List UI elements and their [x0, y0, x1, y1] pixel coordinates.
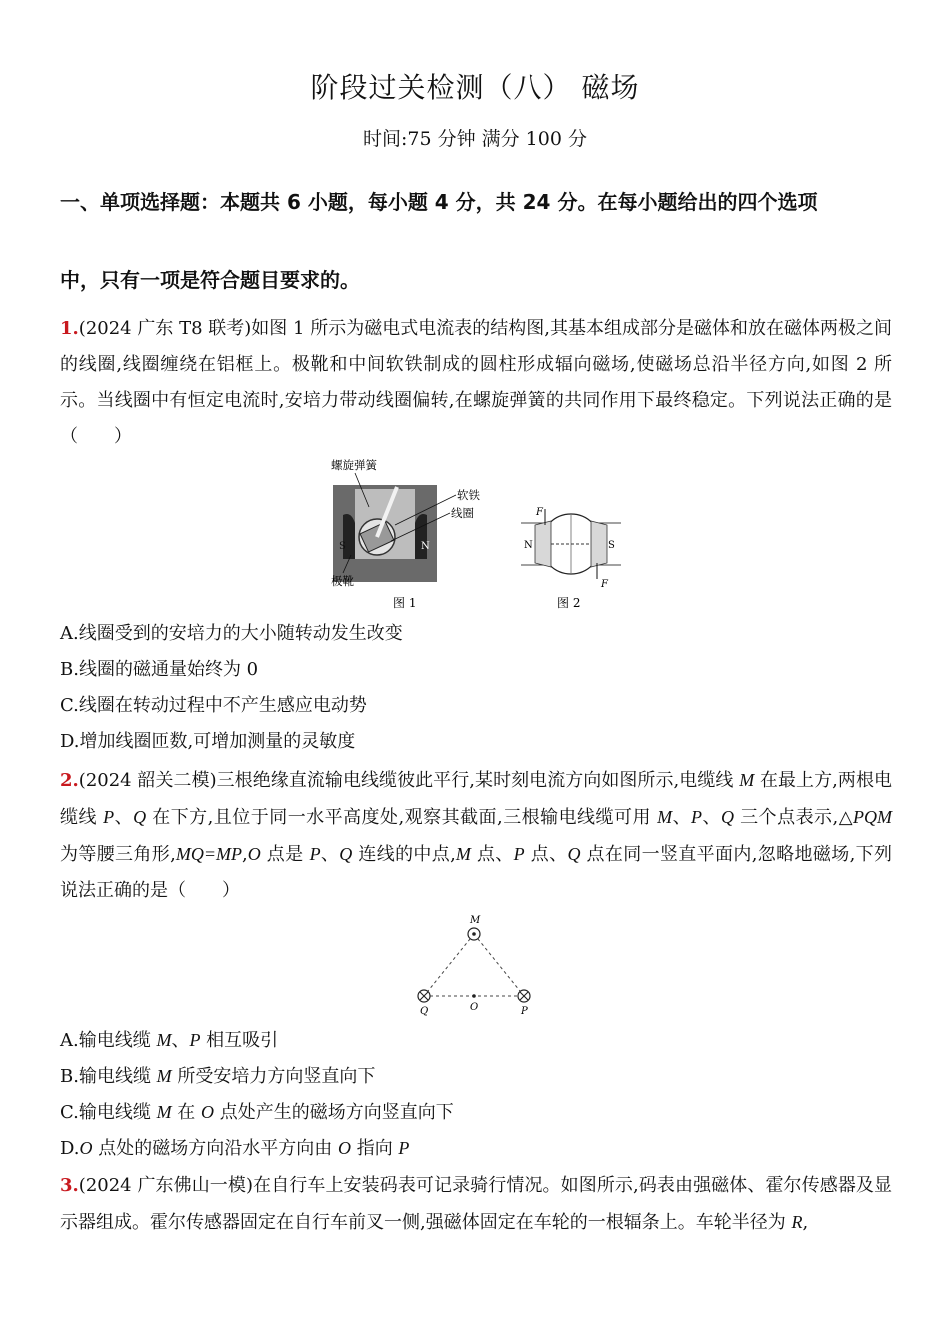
option-b: B.输电线缆 M 所受安培力方向竖直向下: [60, 1066, 376, 1087]
stem-part: 为等腰三角形,: [60, 844, 176, 865]
stem-part: ,: [802, 1212, 809, 1233]
var-q: Q: [720, 807, 734, 827]
right-pole-shoe: [591, 521, 607, 567]
var-p: P: [103, 807, 115, 827]
equation: MQ=MP: [175, 844, 242, 864]
stem-part: 点、: [470, 844, 514, 865]
stem-part: 点在同一竖直平面内,忽略地磁场,下列说法正确的是（ ）: [60, 844, 892, 901]
label-p: P: [521, 1006, 528, 1016]
stem-part: 、: [320, 844, 340, 865]
pole-shoe-right: [415, 514, 427, 559]
pole-shoe-left: [343, 514, 355, 559]
option-a: A.输电线缆 M、P 相互吸引: [60, 1030, 279, 1051]
label-m: M: [470, 915, 481, 926]
option-c: C.输电线缆 M 在 O 点处产生的磁场方向竖直向下: [60, 1102, 454, 1123]
option-a: A.线圈受到的安培力的大小随转动发生改变: [60, 623, 403, 644]
label-pole: 极靴: [331, 574, 354, 588]
question-stem: (2024 广东 T8 联考)如图 1 所示为磁电式电流表的结构图,其基本组成部分是磁体和放在磁体两极之间的线圈,线圈缠绕在铝框上。极靴和中间软铁制成的圆柱形成辐向磁场,使磁场总沿半径方向,如图 2 所示。当线圈中有恒定电流时,安培力带动线圈偏转,在螺旋弹簧的共同作用下最终稳定。下列说法正确的是（ ）: [60, 318, 892, 447]
section-heading-line2: 中，只有一项是符合题目要求的。: [60, 268, 360, 292]
stem-part: 在最上方,两根电缆线: [60, 770, 892, 828]
current-out-dot: [472, 932, 476, 936]
stem-part: 点是: [260, 844, 310, 865]
question-3-text: [60, 1168, 892, 1241]
var-p: P: [691, 807, 703, 827]
stem-part: 、: [702, 807, 721, 828]
var-p: P: [513, 844, 525, 864]
option-c: C.线圈在转动过程中不产生感应电动势: [60, 695, 367, 716]
force-top-label: F: [536, 507, 543, 518]
var-q: Q: [339, 844, 353, 864]
n-label: N: [421, 541, 430, 552]
page-title: 阶段过关检测（八） 磁场: [310, 71, 640, 104]
label-iron: 软铁: [457, 488, 480, 502]
stem-part: 连线的中点,: [352, 844, 456, 865]
question-2-text: [60, 762, 892, 909]
side-mp: [474, 934, 524, 996]
var-m: M: [739, 770, 755, 790]
label-o: O: [470, 1002, 479, 1013]
var-m: M: [657, 807, 673, 827]
option-b: B.线圈的磁通量始终为 0: [60, 659, 259, 680]
option-d: D.O 点处的磁场方向沿水平方向由 O 指向 P: [60, 1138, 410, 1159]
var-pqm: PQM: [853, 807, 892, 827]
caption-fig2: 图 2: [557, 596, 581, 610]
caption-fig1: 图 1: [393, 596, 417, 610]
question-number: 3.: [60, 1175, 79, 1196]
stem-part: 在下方,且位于同一水平高度处,观察其截面,三根输电线缆可用: [146, 807, 658, 828]
label-coil: 线圈: [451, 506, 474, 520]
question-stem: (2024 广东佛山一模)在自行车上安装码表可记录骑行情况。如图所示,码表由强磁体、霍尔传感器及显示器组成。霍尔传感器固定在自行车前叉一侧,强磁体固定在车轮的一根辐条上。车轮半径为: [60, 1175, 892, 1233]
figure-cables: [400, 908, 550, 1016]
var-q: Q: [133, 807, 147, 827]
left-pole-shoe: [535, 521, 551, 567]
s-pole-label: S: [608, 540, 615, 551]
force-bottom-label: F: [601, 579, 608, 590]
question-1-text: [60, 311, 892, 455]
side-mq: [424, 934, 474, 996]
var-p: P: [309, 844, 321, 864]
label-spring: 螺旋弹簧: [331, 458, 377, 472]
question-number: 2.: [60, 770, 79, 791]
stem-part: 、: [114, 807, 134, 828]
stem-part: 三个点表示,△: [733, 807, 853, 828]
section-heading-line1: 一、单项选择题：本题共 6 小题，每小题 4 分，共 24 分。在每小题给出的四个选项: [60, 190, 818, 214]
var-q: Q: [567, 844, 581, 864]
stem-part: 点、: [524, 844, 568, 865]
n-pole-label: N: [524, 540, 533, 551]
stem-part: ,: [241, 844, 248, 865]
question-number: 1.: [60, 318, 79, 339]
s-label: S: [339, 541, 346, 552]
var-o: O: [247, 844, 261, 864]
label-q: Q: [420, 1006, 429, 1016]
stem-part: (2024 韶关二模)三根绝缘直流输电线缆彼此平行,某时刻电流方向如图所示,电缆线: [78, 770, 740, 791]
option-d: D.增加线圈匝数,可增加测量的灵敏度: [60, 731, 356, 752]
var-r: R: [791, 1212, 803, 1232]
exam-info: 时间:75 分钟 满分 100 分: [362, 128, 587, 150]
var-m: M: [455, 844, 471, 864]
stem-part: 、: [672, 807, 692, 828]
point-o: [472, 994, 476, 998]
figure-galvanometer: [325, 455, 625, 615]
